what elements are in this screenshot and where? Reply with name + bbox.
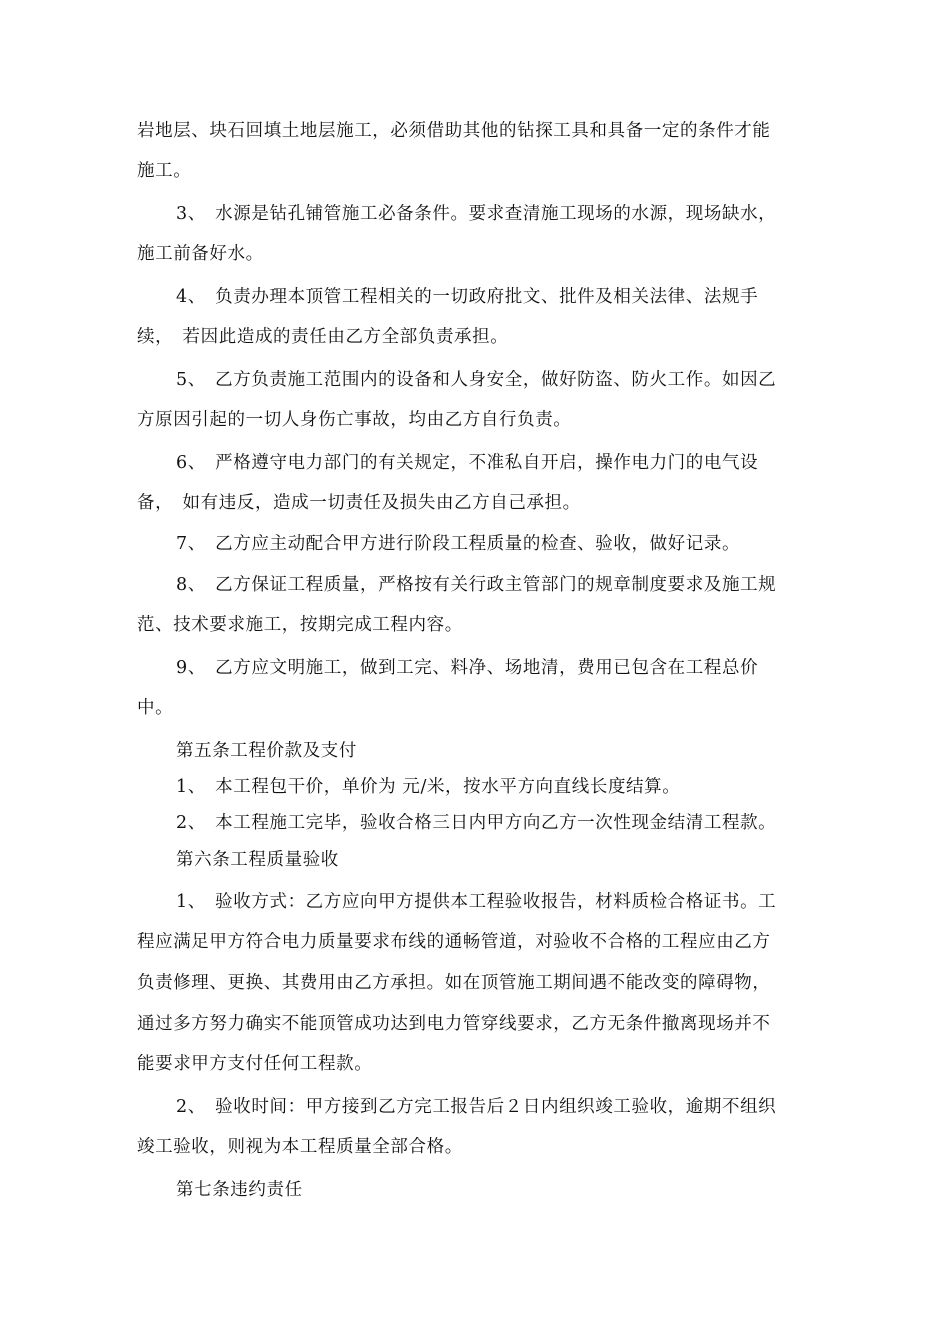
list-item-1: 1、 本工程包干价，单价为 元/米，按水平方向直线长度结算。 bbox=[176, 777, 681, 797]
list-item-3: 3、 水源是钻孔铺管施工必备条件。要求查清施工现场的水源，现场缺水， bbox=[176, 204, 777, 224]
list-item-2: 2、 验收时间：甲方接到乙方完工报告后２日内组织竣工验收，逾期不组织 bbox=[176, 1097, 777, 1117]
list-item-4: 4、 负责办理本顶管工程相关的一切政府批文、批件及相关法律、法规手 bbox=[176, 287, 759, 307]
text-line: 中。 bbox=[137, 698, 174, 718]
text-line: 范、技术要求施工，按期完成工程内容。 bbox=[137, 615, 463, 635]
list-item-7: 7、 乙方应主动配合甲方进行阶段工程质量的检查、验收，做好记录。 bbox=[176, 534, 741, 554]
list-item-9: 9、 乙方应文明施工，做到工完、料净、场地清，费用已包含在工程总价 bbox=[176, 658, 759, 678]
section-heading: 第五条工程价款及支付 bbox=[176, 741, 357, 761]
text-line: 程应满足甲方符合电力质量要求布线的通畅管道，对验收不合格的工程应由乙方 bbox=[137, 932, 771, 952]
text-line: 续， 若因此造成的责任由乙方全部负责承担。 bbox=[137, 327, 509, 347]
text-line: 岩地层、块石回填土地层施工，必须借助其他的钻探工具和具备一定的条件才能 bbox=[137, 121, 771, 141]
list-item-6: 6、 严格遵守电力部门的有关规定，不准私自开启，操作电力门的电气设 bbox=[176, 453, 759, 473]
section-heading: 第七条违约责任 bbox=[176, 1180, 303, 1200]
text-line: 施工前备好水。 bbox=[137, 244, 264, 264]
text-line: 方原因引起的一切人身伤亡事故，均由乙方自行负责。 bbox=[137, 410, 572, 430]
list-item-5: 5、 乙方负责施工范围内的设备和人身安全，做好防盗、防火工作。如因乙 bbox=[176, 370, 777, 390]
text-line: 施工。 bbox=[137, 161, 192, 181]
text-line: 负责修理、更换、其费用由乙方承担。如在顶管施工期间遇不能改变的障碍物， bbox=[137, 973, 771, 993]
list-item-8: 8、 乙方保证工程质量，严格按有关行政主管部门的规章制度要求及施工规 bbox=[176, 575, 777, 595]
text-line: 通过多方努力确实不能顶管成功达到电力管穿线要求，乙方无条件撤离现场并不 bbox=[137, 1014, 771, 1034]
text-line: 竣工验收，则视为本工程质量全部合格。 bbox=[137, 1137, 463, 1157]
list-item-2: 2、 本工程施工完毕，验收合格三日内甲方向乙方一次性现金结清工程款。 bbox=[176, 813, 777, 833]
section-heading: 第六条工程质量验收 bbox=[176, 850, 339, 870]
list-item-1: 1、 验收方式：乙方应向甲方提供本工程验收报告，材料质检合格证书。工 bbox=[176, 892, 777, 912]
text-line: 能要求甲方支付任何工程款。 bbox=[137, 1054, 373, 1074]
text-line: 备， 如有违反，造成一切责任及损失由乙方自己承担。 bbox=[137, 493, 581, 513]
